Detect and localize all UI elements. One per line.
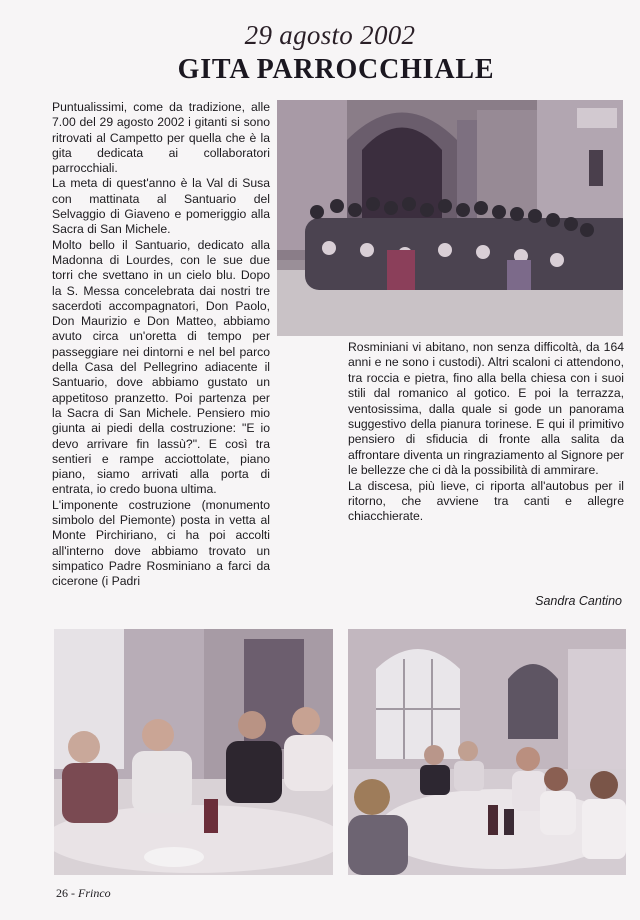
article-column-left	[52, 100, 270, 590]
page-footer	[56, 886, 111, 901]
group-photo-image	[277, 100, 623, 336]
publication-name: Frinco	[78, 886, 111, 900]
article-column-right	[348, 340, 624, 525]
lunch-table-priests-photo	[54, 629, 333, 875]
article-date: 29 agosto 2002	[244, 20, 416, 50]
lunch-hall-group-photo	[348, 629, 626, 875]
group-photo-at-church	[277, 100, 623, 336]
footer-separator: -	[68, 886, 78, 900]
article-title: GITA PARROCCHIALE	[177, 54, 495, 85]
lunch-table-image	[54, 629, 333, 875]
article-paragraph: La discesa, più lieve, ci riporta all'autobus per il ritorno, che avviene tra canti e allegre chiacchierate.	[348, 478, 624, 524]
article-author: Sandra Cantino	[535, 594, 622, 608]
article-paragraph: L'imponente costruzione (monumento simbolo del Piemonte) posta in vetta al Monte Pirchiriano, ci ha poi accolti all'interno dove abbiamo trovato un simpatico Padre Rosminiano a farci da cicerone (i Padri	[52, 497, 270, 589]
lunch-hall-image	[348, 629, 626, 875]
page-number: 26	[56, 886, 68, 900]
article-paragraph: Puntualissimi, come da tradizione, alle 7.00 del 29 agosto 2002 i gitanti si sono ritrovati al Campetto per quella che è la gita dedicata ai collaboratori parrocchiali.	[52, 100, 270, 176]
article-paragraph: La meta di quest'anno è la Val di Susa con mattinata al Santuario del Selvaggio di Giaveno e pomeriggio alla Sacra di San Michele.	[52, 176, 270, 237]
article-paragraph: Rosminiani vi abitano, non senza difficoltà, da 164 anni e ne sono i custodi). Altri scaloni ci attendono, tra roccia e pietra, fino alla bella chiesa con i suoi stili dal romanico al gotico. E poi la terrazza, ventosissima, dalla quale si gode un panorama suggestivo della pianura torinese. E qui il primitivo pensiero di sfiducia di fronte alla salita da affrontare diventa un ringraziamento al Signore per le bellezze che ci dà la possibilità di ammirare.	[348, 340, 624, 478]
article-paragraph: Molto bello il Santuario, dedicato alla Madonna di Lourdes, con le sue due torri che svettano in un cielo blu. Dopo la S. Messa concelebrata dai nostri tre sacerdoti accompagnatori, Don Paolo, Don Maurizio e Don Matteo, abbiamo avuto circa un'oretta di tempo per passeggiare nei dintorni e nel bel parco della Casa del Pellegrino adiacente il Santuario, dove abbiamo gustato un appetitoso pranzetto. Poi partenza per la Sacra di San Michele. Pensiero mio giunta ai piedi della costruzione: "E io devo arrivare fin lassù?". E così tra sentieri e rampe acciottolate, piano piano, siamo arrivati alla porta di entrata, io credo buona ultima.	[52, 237, 270, 497]
